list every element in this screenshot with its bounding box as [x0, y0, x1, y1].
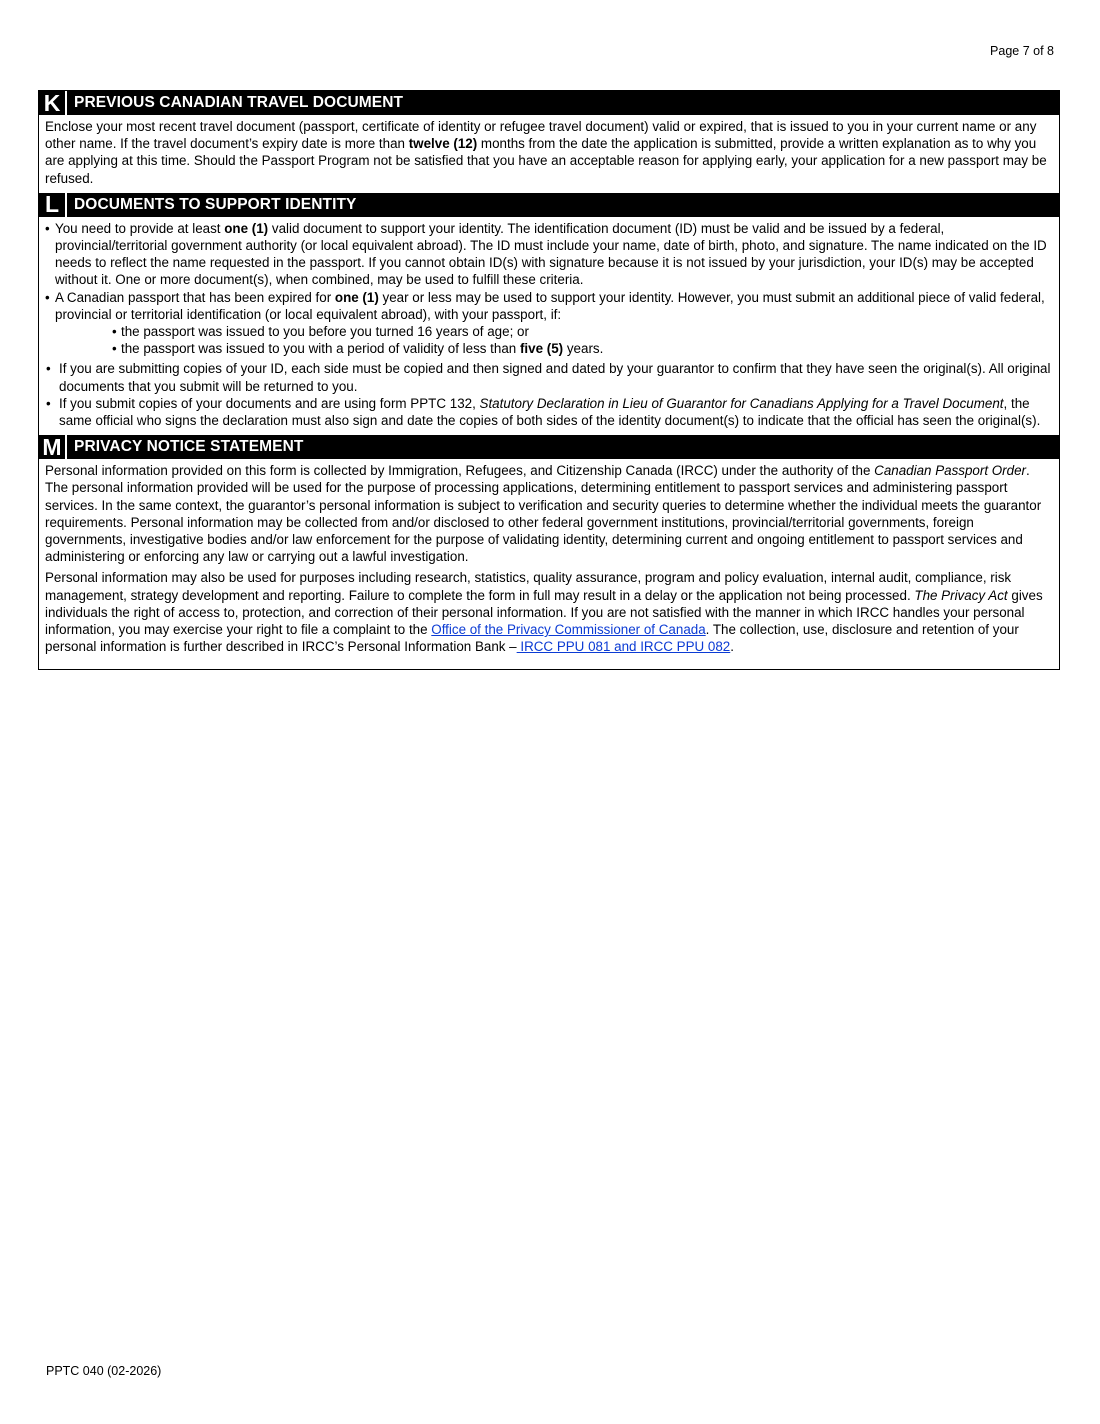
- act-title-italic: Canadian Passport Order: [874, 463, 1026, 479]
- section-l-header: [39, 193, 1059, 217]
- form-sections: [38, 90, 1060, 670]
- sub-list-item: • the passport was issued to you with a period of validity of less than five (5) years.: [112, 341, 604, 357]
- list-item: [45, 289, 1051, 323]
- emphasis-text: five (5): [519, 341, 564, 357]
- section-k-paragraph: [45, 118, 1051, 187]
- section-l-body: [39, 217, 1059, 435]
- section-k-title: PREVIOUS CANADIAN TRAVEL DOCUMENT: [74, 94, 404, 111]
- section-l-letter: L: [39, 193, 67, 217]
- text-run: A Canadian passport that has been expired for: [55, 289, 335, 305]
- section-m-letter: M: [39, 435, 67, 459]
- section-l-title: DOCUMENTS TO SUPPORT IDENTITY: [74, 195, 357, 213]
- text-run: Personal information may also be used for purposes including research, statistics, quality assurance, program and policy evaluation, internal audit, compliance, risk management, strategy development and reporting. Failure to complete the form in full may result in a delay or the application not being processed.: [45, 570, 1012, 603]
- text-run: years.: [563, 341, 604, 357]
- personal-information-bank-link[interactable]: IRCC PPU 081 and IRCC PPU 082: [516, 639, 731, 655]
- emphasis-text: one (1): [334, 289, 379, 305]
- section-m-paragraph-1: [45, 462, 1051, 565]
- text-run: gives individuals the right of access to, protection, and correction of their personal information. If you are not satisfied with the manner in which IRCC handles your personal information, you may exercise your right to file a complaint to the: [45, 587, 1043, 638]
- text-run: Enclose your most recent travel document (passport, certificate of identity or refugee travel document) valid or expired, that is issued to you in your current name or any other name. If the travel document’s expiry date is more than: [45, 119, 1037, 152]
- text-run: . The personal information provided will be used for the purpose of processing applications, determining entitlement to passport services and administering passport services. In the same context, the guarantor’s personal information is subject to verification and security queries to determine whether the individual meets the guarantor requirements. Personal information may be collected from and/or disclosed to other federal government institutions, provincial/territorial governments, foreign governments, investigative bodies and/or law enforcement for the purpose of validating identity, determining current and ongoing entitlement to passport services and administering or enforcing any law or carrying out a lawful investigation.: [45, 463, 1042, 565]
- act-title-italic: The Privacy Act: [914, 587, 1008, 603]
- text-run: the passport was issued to you with a period of validity of less than: [121, 341, 520, 357]
- sub-list-item: • the passport was issued to you before you turned 16 years of age; or: [112, 324, 529, 340]
- section-k-header: [39, 91, 1059, 115]
- text-run: .: [730, 639, 734, 655]
- form-title-italic: Statutory Declaration in Lieu of Guarantor for Canadians Applying for a Travel Document: [479, 395, 1004, 411]
- section-m-paragraph-2: [45, 569, 1051, 655]
- page-number: Page 7 of 8: [990, 44, 1054, 58]
- text-run: If you are submitting copies of your ID, each side must be copied and then signed and dated by your guarantor to confirm that they have seen the original(s). All original documents that you submit will be returned to you.: [59, 361, 1051, 394]
- text-run: the passport was issued to you before you turned 16 years of age; or: [121, 324, 529, 340]
- section-k-letter: K: [39, 91, 67, 115]
- privacy-commissioner-link[interactable]: Office of the Privacy Commissioner of Canada: [431, 622, 706, 638]
- text-run: , the same official who signs the declaration must also sign and date the copies of both sides of the identity document(s) to indicate that the official has seen the original(s).: [59, 395, 1041, 429]
- list-item: [45, 220, 1051, 289]
- section-m-header: [39, 435, 1059, 459]
- text-run: year or less may be used to support your identity. However, you must submit an additional piece of valid federal, provincial or territorial identification (or local equivalent abroad), with your passport, if:: [55, 289, 1045, 322]
- emphasis-text: one (1): [224, 220, 269, 236]
- text-run: . The collection, use, disclosure and retention of your personal information is further described in IRCC’s Personal Information Bank –: [45, 622, 1019, 655]
- list-item: [46, 395, 1051, 429]
- text-run: Personal information provided on this form is collected by Immigration, Refugees, and Citizenship Canada (IRCC) under the authority of the: [45, 463, 875, 479]
- text-run: valid document to support your identity. The identification document (ID) must be valid and be issued by a federal, provincial/territorial government authority (or local equivalent abroad). The ID must include your name, date of birth, photo, and signature. The name indicated on the ID needs to reflect the name requested in the passport. If you cannot obtain ID(s) with signature because it is not issued by your jurisdiction, your ID(s) may be accepted without it. One or more document(s), when combined, may be used to fulfill these criteria.: [55, 220, 1047, 288]
- text-run: You need to provide at least: [55, 220, 225, 236]
- section-m-title: PRIVACY NOTICE STATEMENT: [74, 438, 304, 456]
- text-run: If you submit copies of your documents and are using form PPTC 132,: [59, 395, 480, 411]
- section-k-body: [39, 115, 1059, 193]
- list-item: [46, 360, 1051, 394]
- form-code: PPTC 040 (02-2026): [46, 1364, 162, 1378]
- section-m-body: [39, 459, 1059, 669]
- emphasis-text: twelve (12): [408, 136, 478, 152]
- text-run: months from the date the application is submitted, provide a written explanation as to why you are applying at this time. Should the Passport Program not be satisfied that you have an acceptable reason for applying early, your application for a new passport may be refused.: [45, 136, 1047, 186]
